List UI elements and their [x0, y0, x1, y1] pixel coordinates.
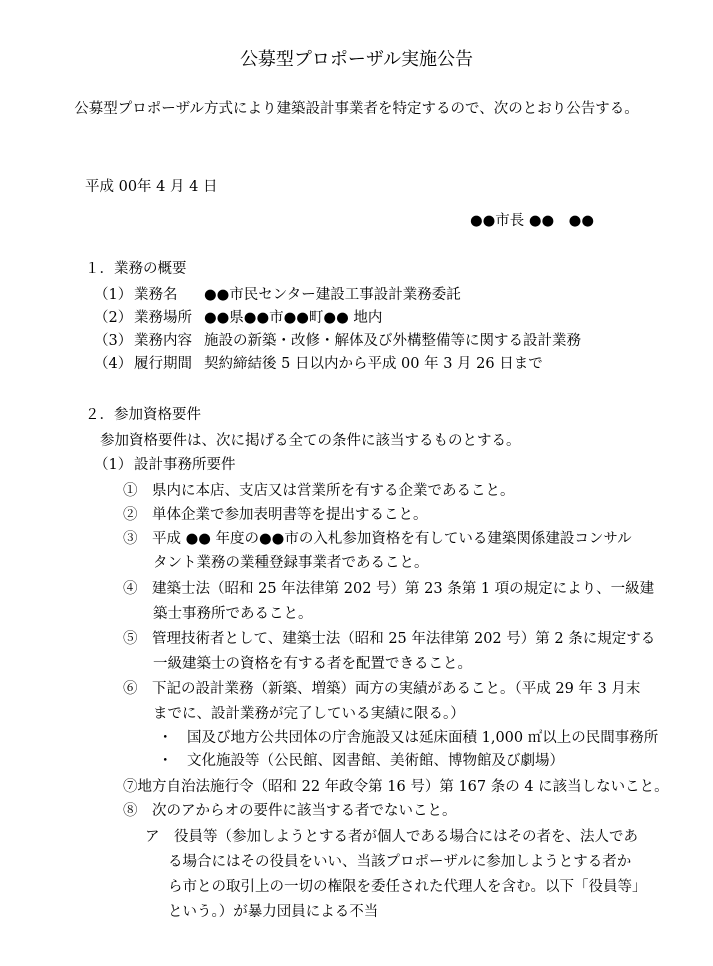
requirement-2: ② 単体企業で参加表明書等を提出すること。 — [123, 507, 428, 523]
issuer-name: ●●市長 ●● ●● — [469, 213, 594, 229]
item-number: （4） — [94, 356, 133, 372]
notice-date: 平成 00年 4 月 4 日 — [85, 179, 218, 195]
section1-heading: １．業務の概要 — [85, 261, 187, 277]
item-value: ●●市民センター建設工事設計業務委託 — [204, 287, 461, 303]
item-value: 施設の新築・改修・解体及び外構整備等に関する設計業務 — [204, 333, 581, 349]
requirement-5-cont: 一級建築士の資格を有する者を配置できること。 — [153, 656, 472, 672]
requirement-3: ③ 平成 ●● 年度の●●市の入札参加資格を有している建築関係建設コンサル — [123, 531, 632, 547]
requirement-6-cont: までに、設計業務が完了している実績に限る。） — [153, 706, 465, 722]
item-label: 業務場所 — [134, 310, 192, 326]
requirement-6: ⑥ 下記の設計業務（新築、増築）両方の実績があること。（平成 29 年 3 月末 — [123, 681, 641, 697]
list-item — [94, 357, 543, 372]
item-label: 業務内容 — [134, 333, 192, 349]
subsection-heading — [94, 458, 236, 473]
requirement-4-cont: 築士事務所であること。 — [153, 606, 313, 622]
requirement-5: ⑤ 管理技術者として、建築士法（昭和 25 年法律第 202 号）第 2 条に規定する — [123, 631, 656, 647]
section2-intro: 参加資格要件は、次に掲げる全ての条件に該当するものとする。 — [100, 433, 521, 449]
page-title: 公募型プロポーザル実施公告 — [239, 49, 474, 70]
requirement-8-a-cont-1: る場合にはその役員をいい、当該プロポーザルに参加しようとする者か — [168, 854, 632, 870]
list-item — [94, 288, 461, 303]
list-item — [94, 334, 581, 349]
list-item — [94, 311, 382, 326]
item-value: ●●県●●市●●町●● 地内 — [204, 310, 383, 326]
section2-heading: ２．参加資格要件 — [85, 407, 201, 423]
requirement-4: ④ 建築士法（昭和 25 年法律第 202 号）第 23 条第 1 項の規定により、一級建 — [123, 581, 655, 597]
item-label: 業務名 — [134, 287, 178, 303]
requirement-1: ① 県内に本店、支店又は営業所を有する企業であること。 — [123, 483, 515, 499]
subsection-number: （1） — [94, 457, 133, 473]
requirement-8-a-cont-3: という。）が暴力団員による不当 — [168, 904, 379, 920]
item-number: （1） — [94, 287, 133, 303]
requirement-8: ⑧ 次のアからオの要件に該当する者でないこと。 — [123, 803, 457, 819]
item-number: （2） — [94, 310, 133, 326]
item-value: 契約締結後 5 日以内から平成 00 年 3 月 26 日まで — [204, 356, 543, 372]
item-label: 履行期間 — [134, 356, 192, 372]
requirement-8-a-cont-2: ら市との取引上の一切の権限を委任された代理人を含む。以下「役員等」 — [168, 879, 647, 895]
item-number: （3） — [94, 333, 133, 349]
requirement-6-bullet-1: ・ 国及び地方公共団体の庁舎施設又は延床面積 1,000 ㎡以上の民間事務所 — [158, 730, 659, 746]
intro-text: 公募型プロポーザル方式により建築設計事業者を特定するので、次のとおり公告する。 — [74, 101, 639, 117]
requirement-3-cont: タント業務の業種登録事業者であること。 — [153, 555, 429, 571]
requirement-7: ⑦地方自治法施行令（昭和 22 年政令第 16 号）第 167 条の 4 に該当しないこと。 — [123, 779, 669, 795]
requirement-6-bullet-2: ・ 文化施設等（公民館、図書館、美術館、博物館及び劇場） — [158, 753, 564, 769]
subsection-label: 設計事務所要件 — [134, 457, 236, 473]
requirement-8-a: ア 役員等（参加しようとする者が個人である場合にはその者を、法人であ — [145, 829, 638, 845]
